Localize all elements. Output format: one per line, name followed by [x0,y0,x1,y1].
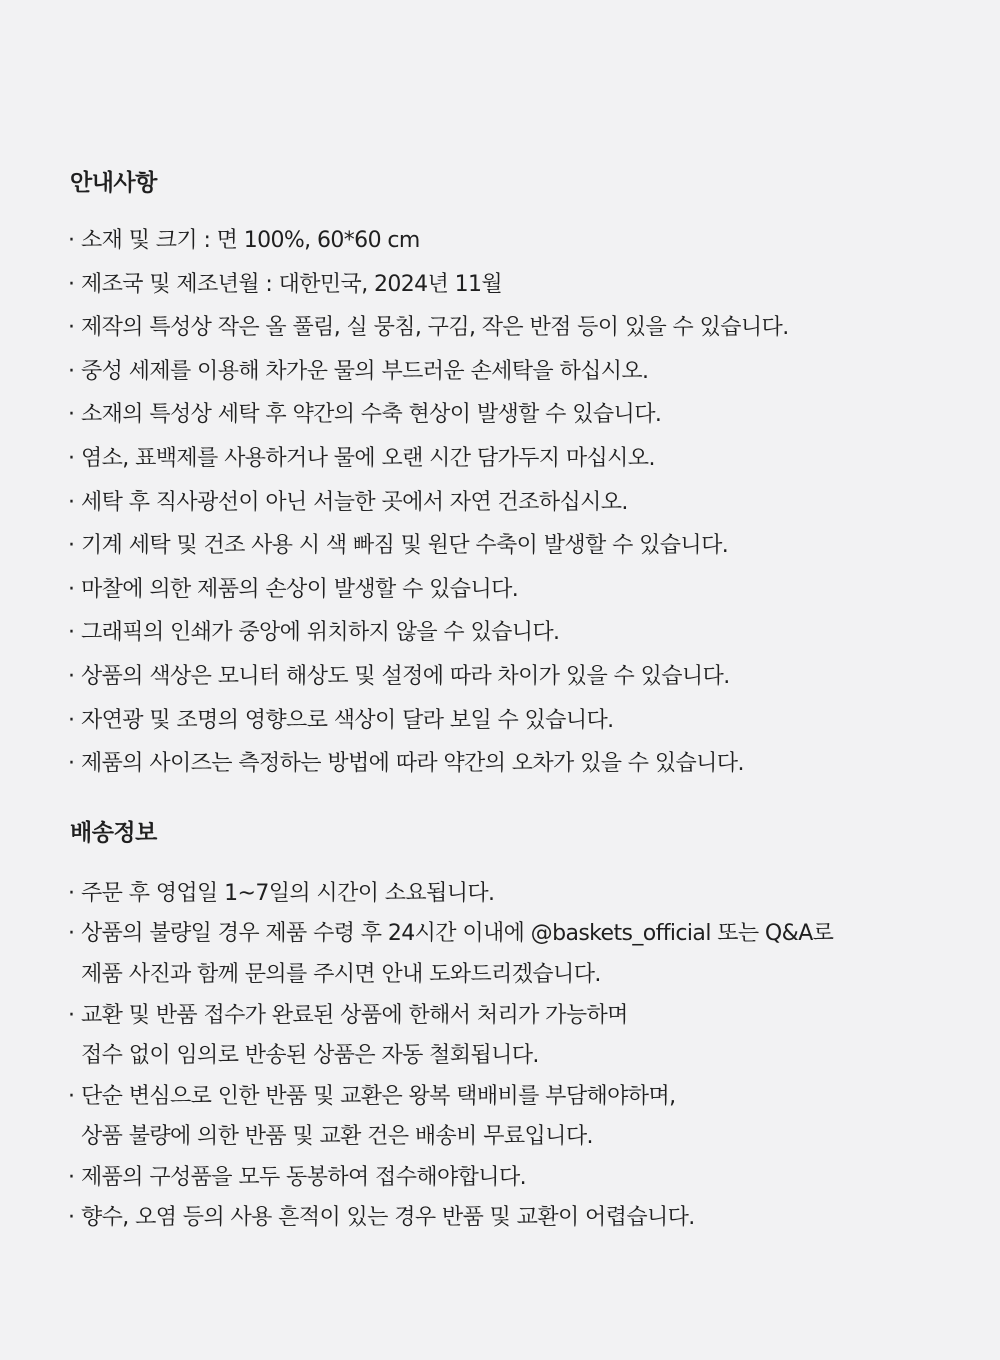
notice-item-text: 세탁 후 직사광선이 아닌 서늘한 곳에서 자연 건조하십시오. [81,489,628,515]
bullet-marker: · [68,751,75,777]
list-item [68,611,1000,655]
shipping-item-text: 상품 불량에 의한 반품 및 교환 건은 배송비 무료입니다. [81,1124,593,1150]
list-item [68,568,1000,612]
shipping-title: 배송정보 [70,819,157,846]
notice-title: 안내사항 [70,170,157,196]
notice-item-text: 자연광 및 조명의 영향으로 색상이 달라 보일 수 있습니다. [81,707,614,733]
shipping-item-text: 향수, 오염 등의 사용 흔적이 있는 경우 반품 및 교환이 어렵습니다. [81,1205,695,1231]
shipping-item-text: 주문 후 영업일 1~7일의 시간이 소요됩니다. [81,880,495,906]
list-item [68,437,1000,481]
shipping-item-text: 교환 및 반품 접수가 완료된 상품에 한해서 처리가 가능하며 [81,1002,628,1028]
bullet-marker: · [68,533,75,559]
list-item [68,306,1000,350]
notice-section [68,166,1000,786]
bullet-marker: · [68,271,75,297]
list-item-continuation [68,955,1000,996]
list-item [68,481,1000,525]
shipping-section [68,816,1000,1239]
bullet-marker: · [68,1205,75,1231]
bullet-marker: · [68,620,75,646]
notice-item-text: 상품의 색상은 모니터 해상도 및 설정에 따라 차이가 있을 수 있습니다. [81,663,730,689]
notice-item-text: 마찰에 의한 제품의 손상이 발생할 수 있습니다. [81,576,519,602]
bullet-marker: · [68,576,75,602]
notice-item-text: 소재의 특성상 세탁 후 약간의 수축 현상이 발생할 수 있습니다. [81,402,662,428]
list-item [68,996,1000,1037]
bullet-marker: · [68,707,75,733]
notice-item-text: 그래픽의 인쇄가 중앙에 위치하지 않을 수 있습니다. [81,620,560,646]
notice-item-text: 제품의 사이즈는 측정하는 방법에 따라 약간의 오차가 있을 수 있습니다. [81,751,744,777]
list-item [68,524,1000,568]
bullet-marker: · [68,402,75,428]
bullet-marker: · [68,663,75,689]
bullet-marker: · [68,358,75,384]
notice-item-text: 기계 세탁 및 건조 사용 시 색 빠짐 및 원단 수축이 발생할 수 있습니다. [81,533,729,559]
shipping-item-text: 제품 사진과 함께 문의를 주시면 안내 도와드리겠습니다. [81,961,601,987]
list-item [68,914,1000,955]
notice-item-text: 중성 세제를 이용해 차가운 물의 부드러운 손세탁을 하십시오. [81,358,649,384]
notice-item-text: 제작의 특성상 작은 올 풀림, 실 뭉침, 구김, 작은 반점 등이 있을 수 있습니다. [81,315,789,341]
list-item [68,263,1000,307]
bullet-marker: · [68,489,75,515]
list-item [68,874,1000,915]
bullet-marker: · [68,315,75,341]
bullet-marker: · [68,921,75,947]
bullet-marker: · [68,445,75,471]
list-item [68,699,1000,743]
list-item [68,350,1000,394]
list-item [68,742,1000,786]
bullet-marker: · [68,1164,75,1190]
list-item-continuation [68,1117,1000,1158]
notice-item-text: 제조국 및 제조년월 : 대한민국, 2024년 11월 [81,271,503,297]
bullet-marker: · [68,228,75,253]
shipping-list [68,874,1000,1239]
shipping-item-text: 상품의 불량일 경우 제품 수령 후 24시간 이내에 @baskets_official 또는 Q&A로 [81,921,834,947]
notice-item-text: 소재 및 크기 : 면 100%, 60*60 cm [81,228,420,253]
list-item [68,1198,1000,1239]
bullet-marker: · [68,1002,75,1028]
shipping-item-text: 접수 없이 임의로 반송된 상품은 자동 철회됩니다. [81,1043,539,1069]
list-item [68,1158,1000,1199]
notice-item-text: 염소, 표백제를 사용하거나 물에 오랜 시간 담가두지 마십시오. [81,445,655,471]
shipping-item-text: 제품의 구성품을 모두 동봉하여 접수해야합니다. [81,1164,527,1190]
list-item [68,1077,1000,1118]
list-item [68,655,1000,699]
bullet-marker: · [68,1083,75,1109]
list-item-continuation [68,1036,1000,1077]
list-item [68,219,1000,263]
list-item [68,393,1000,437]
bullet-marker: · [68,880,75,906]
shipping-item-text: 단순 변심으로 인한 반품 및 교환은 왕복 택배비를 부담해야하며, [81,1083,676,1109]
notice-list [68,219,1000,786]
